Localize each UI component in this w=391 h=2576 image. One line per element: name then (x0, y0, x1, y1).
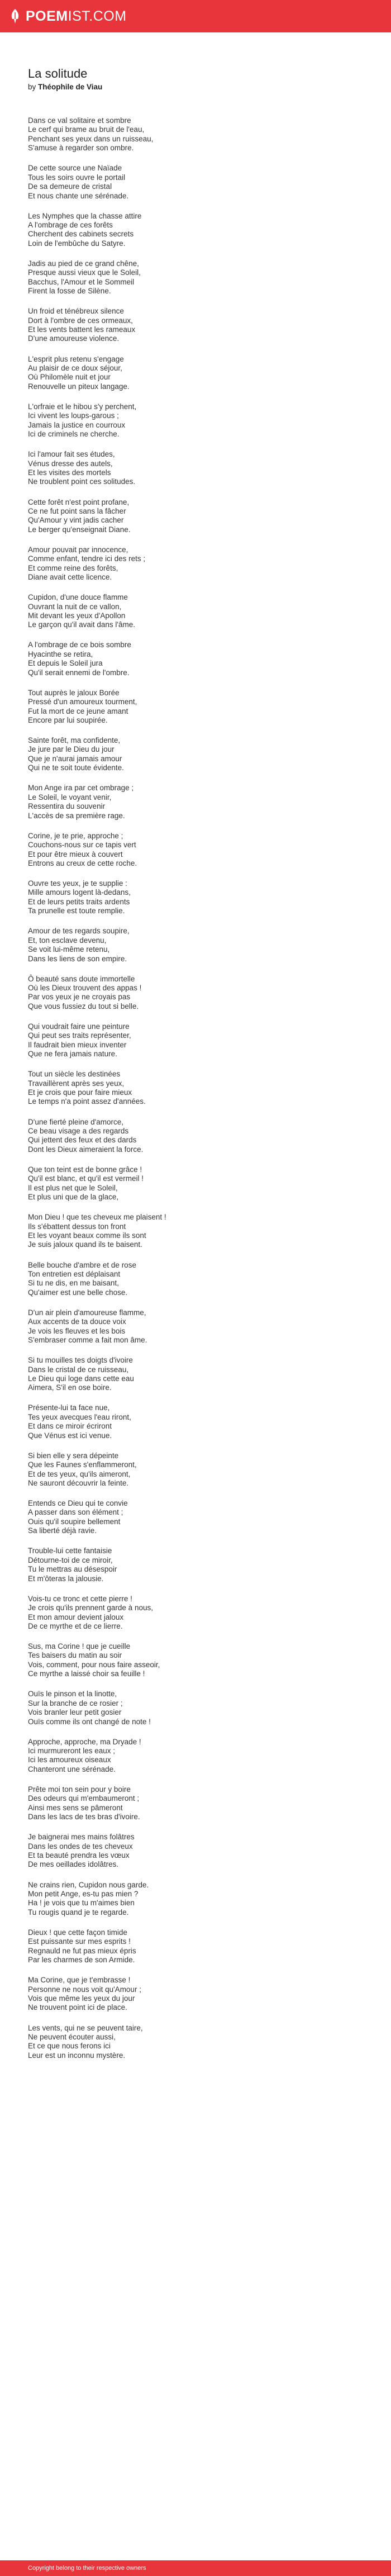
poem-line: Ouvre tes yeux, je te supplie : (28, 879, 127, 888)
poem-line: Pressé d'un amoureux tourment, (28, 698, 137, 706)
poem-stanza (28, 1976, 363, 2013)
poem-line: Ici vivent les loups-garous ; (28, 411, 119, 420)
poem-line: Ô beauté sans doute immortelle (28, 974, 135, 983)
poem-line: Dont les Dieux aimeraient la force. (28, 1145, 144, 1154)
poem-line: Qui jettent des feux et des dards (28, 1136, 137, 1145)
poem-line: S'amuse à regarder son ombre. (28, 144, 134, 153)
poem-stanza (28, 689, 363, 725)
poem-line: Tes baisers du matin au soir (28, 1651, 122, 1660)
poem-line: Des odeurs qui m'embaumeront ; (28, 1794, 140, 1803)
poem-line: Ouïs comme ils ont changé de note ! (28, 1717, 151, 1726)
poem-line: Jamais la justice en courroux (28, 420, 126, 429)
poem-line: A l'ombrage de ces forêts (28, 221, 113, 230)
poem-stanza (28, 832, 363, 869)
poem-line: Qu'aimer est une belle chose. (28, 1288, 128, 1297)
poem-line: Par vos yeux je ne croyais pas (28, 993, 131, 1002)
poem-line: Et mon amour devient jaloux (28, 1612, 124, 1621)
poem-line: Et depuis le Soleil jura (28, 659, 103, 668)
poem-line: Vois branler leur petit gosier (28, 1708, 122, 1717)
poem-line: Au plaisir de ce doux séjour, (28, 363, 122, 372)
poem-line: Tu le mettras au désespoir (28, 1565, 117, 1574)
poem-line: Que ton teint est de bonne grâce ! (28, 1165, 142, 1174)
poem-line: Ne crains rien, Cupidon nous garde. (28, 1880, 149, 1889)
poem-line: D'une fierté pleine d'amorce, (28, 1117, 123, 1126)
poem-line: Et les visites des mortels (28, 468, 111, 477)
poem-line: Cherchent des cabinets secrets (28, 230, 134, 239)
poem-line: Personne ne nous voit qu'Amour ; (28, 1985, 141, 1994)
poem-line: Loin de l'embûche du Satyre. (28, 239, 126, 248)
poem-line: Ne peuvent écouter aussi, (28, 2032, 116, 2041)
poem-stanza (28, 116, 363, 153)
poem-line: L'orfraie et le hibou s'y perchent, (28, 402, 137, 411)
poem-line: Se voit lui-même retenu, (28, 945, 110, 954)
poem-line: Est puissante sur mes esprits ! (28, 1937, 131, 1946)
poem-line: A passer dans son élément ; (28, 1508, 123, 1517)
author-link[interactable]: Théophile de Viau (38, 83, 103, 91)
poem-stanza (28, 1595, 363, 1631)
poem-line: Tout un siècle les destinées (28, 1070, 121, 1079)
poem-title: La solitude (28, 67, 88, 80)
poem-stanza (28, 1881, 363, 1918)
poem-line: Bacchus, l'Amour et le Sommeil (28, 277, 135, 286)
poem-line: D'un air plein d'amoureuse flamme, (28, 1308, 146, 1317)
poem-line: Vénus dresse des autels, (28, 459, 113, 468)
poem-line: Je vois les fleuves et les bois (28, 1326, 126, 1335)
poem-line: Et, ton esclave devenu, (28, 936, 107, 945)
poem-line: Il faudrait bien mieux inventer (28, 1040, 127, 1049)
poem-line: Ici l'amour fait ses études, (28, 450, 115, 459)
poem-line: Et pour être mieux à couvert (28, 850, 123, 858)
poem-line: Mille amours logent là-dedans, (28, 888, 131, 897)
poem-line: Couchons-nous sur ce tapis vert (28, 841, 136, 850)
poem-line: Ouis qu'il soupire bellement (28, 1517, 121, 1526)
poem-line: Comme enfant, tendre ici des rets ; (28, 554, 146, 563)
poem-line: Un froid et ténébreux silence (28, 307, 124, 316)
poem-line: Par les charmes de son Armide. (28, 1956, 135, 1965)
poem-line: Vois que même les yeux du jour (28, 1994, 135, 2003)
poem-line: Entends ce Dieu qui te convie (28, 1499, 128, 1508)
poem-line: Qui peut ses traits représenter, (28, 1031, 131, 1040)
poem-line: Qu'Amour y vint jadis cacher (28, 516, 124, 525)
poem-line: Cette forêt n'est point profane, (28, 497, 130, 506)
poem-line: Ha ! je vois que tu m'aimes bien (28, 1899, 135, 1908)
poem-stanza (28, 307, 363, 344)
poem-line: Si tu mouilles tes doigts d'ivoire (28, 1356, 133, 1365)
poem-line: Ici de criminels ne cherche. (28, 430, 120, 439)
poem-line: Les Nymphes que la chasse attire (28, 211, 142, 220)
poem-line: Je suis jaloux quand ils te baisent. (28, 1240, 142, 1249)
poem-line: Trouble-lui cette fantaisie (28, 1546, 112, 1555)
poem-line: Si tu ne dis, en me baisant, (28, 1279, 119, 1288)
poem-line: Que vous fussiez du tout si belle. (28, 1002, 139, 1011)
poem-line: Que les Faunes s'enflammeront, (28, 1460, 137, 1469)
poem-line: A l'ombrage de ce bois sombre (28, 641, 131, 649)
poem-byline (28, 83, 363, 91)
copyright-text: Copyright belong to their respective owners (28, 2565, 146, 2572)
poem-line: Aimera, S'il en ose boire. (28, 1383, 112, 1392)
poem-line: Sus, ma Corine ! que je cueille (28, 1642, 131, 1650)
poem-body (28, 116, 363, 2060)
poem-stanza (28, 1499, 363, 1536)
poem-line: Et de leurs petits traits ardents (28, 897, 130, 906)
quill-icon (9, 8, 21, 24)
poem-line: Je baignerai mes mains folâtres (28, 1833, 135, 1842)
poem-line: Presque aussi vieux que le Soleil, (28, 268, 141, 277)
poem-stanza (28, 1213, 363, 1250)
poem-line: Jadis au pied de ce grand chêne, (28, 259, 139, 268)
poem-stanza (28, 1070, 363, 1107)
poem-line: Qu'il serait ennemi de l'ombre. (28, 668, 130, 677)
poem-line: Et nous chante une sérénade. (28, 191, 129, 200)
poem-line: Il est plus net que le Soleil, (28, 1183, 118, 1192)
poem-line: Dans les lacs de tes bras d'ivoire. (28, 1813, 140, 1821)
poem-stanza (28, 212, 363, 249)
poem-line: Qui ne te soit toute évidente. (28, 763, 124, 772)
poem-line: Dans les liens de son empire. (28, 954, 127, 963)
poem-line: Ma Corine, que je t'embrasse ! (28, 1976, 131, 1985)
site-footer (0, 2560, 391, 2576)
poem-line: Leur est un inconnu mystère. (28, 2051, 126, 2060)
poem-stanza (28, 1642, 363, 1679)
poem-line: Je jure par le Dieu du jour (28, 745, 115, 754)
poem-stanza (28, 1308, 363, 1345)
poem-line: Renouvelle un piteux langage. (28, 382, 130, 391)
poem-line: Que Vénus est ici venue. (28, 1431, 112, 1440)
poem-line: De cette source une Naïade (28, 164, 122, 173)
poem-line: Entrons au creux de cette roche. (28, 858, 137, 867)
poem-line: Vois, comment, pour nous faire asseoir, (28, 1660, 160, 1669)
poem-line: Dans les ondes de tes cheveux (28, 1842, 133, 1851)
poem-stanza (28, 736, 363, 773)
poem-line: Ta prunelle est toute remplie. (28, 907, 125, 915)
poem-stanza (28, 927, 363, 964)
poem-line: Belle bouche d'ambre et de rose (28, 1260, 136, 1269)
poem-line: Détourne-toi de ce miroir, (28, 1555, 113, 1564)
poem-stanza (28, 1022, 363, 1059)
site-name (26, 10, 127, 23)
poem-line: Et plus uni que de la glace, (28, 1193, 119, 1202)
poem-line: Présente-lui ta face nue, (28, 1403, 110, 1412)
poem-line: Mon Dieu ! que tes cheveux me plaisent ! (28, 1213, 166, 1222)
poem-stanza (28, 1451, 363, 1488)
poem-line: Tout auprès le jaloux Borée (28, 688, 120, 697)
poem-line: Tous les soirs ouvre le portail (28, 173, 126, 182)
poem-line: Approche, approche, ma Dryade ! (28, 1737, 141, 1746)
poem-stanza (28, 1928, 363, 1965)
poem-line: Tu rougis quand je te regarde. (28, 1908, 129, 1916)
poem-line: Diane avait cette licence. (28, 573, 112, 582)
poem-line: Et de tes yeux, qu'ils aimeront, (28, 1469, 131, 1478)
poem-line: Ce ne fut point sans la fâcher (28, 506, 126, 515)
poem-line: Hyacinthe se retira, (28, 649, 93, 658)
poem-line: Où Philomèle nuit et jour (28, 373, 111, 382)
poem-stanza (28, 975, 363, 1012)
poem-line: Firent la fosse de Silène. (28, 287, 111, 296)
poem-line: Prête moi ton sein pour y boire (28, 1785, 131, 1794)
poem-line: De sa demeure de cristal (28, 182, 112, 191)
poem-line: Et je crois que pour faire mieux (28, 1088, 132, 1097)
poem-stanza (28, 545, 363, 582)
poem-stanza (28, 879, 363, 916)
poem-line: Sa liberté déjà ravie. (28, 1526, 97, 1535)
poem-line: Ouvrant la nuit de ce vallon, (28, 602, 122, 611)
poem-stanza (28, 1261, 363, 1298)
poem-line: D'une amoureuse violence. (28, 334, 120, 343)
poem-stanza (28, 402, 363, 439)
poem-line: Et ta beauté prendra les vœux (28, 1851, 130, 1860)
site-name-strong: POEM (26, 8, 68, 24)
poem-line: Et m'ôteras la jalousie. (28, 1574, 104, 1583)
poem-line: Cupidon, d'une douce flamme (28, 593, 128, 602)
poem-line: Penchant ses yeux dans un ruisseau, (28, 134, 154, 143)
poem-line: Mit devant les yeux d'Apollon (28, 611, 126, 620)
poem-stanza (28, 641, 363, 677)
poem-line: Tes yeux avecques l'eau riront, (28, 1412, 131, 1421)
poem-line: Aux accents de ta douce voix (28, 1317, 126, 1326)
poem-line: Dort à l'ombre de ces ormeaux, (28, 316, 133, 325)
poem-line: Amour de tes regards soupire, (28, 927, 130, 936)
poem-stanza (28, 1403, 363, 1440)
poem-line: Ressentira du souvenir (28, 802, 106, 811)
poem-line: Dans ce val solitaire et sombre (28, 116, 131, 125)
poem-line: Où les Dieux trouvent des appas ! (28, 984, 142, 993)
poem-line: Mon Ange ira par cet ombrage ; (28, 784, 134, 793)
poem-line: Le Dieu qui loge dans cette eau (28, 1374, 134, 1383)
poem-line: Le berger qu'enseignait Diane. (28, 525, 131, 534)
poem-line: Ouïs le pinson et la linotte, (28, 1690, 117, 1699)
poem-stanza (28, 164, 363, 201)
poem-line: Qui voudrait faire une peinture (28, 1022, 130, 1031)
poem-stanza (28, 1356, 363, 1393)
poem-stanza (28, 1785, 363, 1822)
poem-line: Le temps n'a point assez d'années. (28, 1097, 146, 1106)
poem-stanza (28, 1738, 363, 1775)
poem-line: Que je n'aurai jamais amour (28, 754, 122, 763)
poem-line: Vois-tu ce tronc et cette pierre ! (28, 1594, 132, 1603)
poem-line: Les vents, qui ne se peuvent taire, (28, 2023, 143, 2032)
poem-line: Mon petit Ange, es-tu pas mien ? (28, 1889, 139, 1898)
poem-stanza (28, 355, 363, 392)
poem-stanza (28, 259, 363, 296)
poem-line: Fut la mort de ce jeune amant (28, 706, 128, 715)
poem-line: Corine, je te prie, approche ; (28, 831, 123, 840)
poem-line: Qu'il est blanc, et qu'il est vermeil ! (28, 1174, 144, 1183)
poem-stanza (28, 450, 363, 487)
poem-line: De ce myrthe et de ce lierre. (28, 1621, 123, 1630)
poem-line: S'embraser comme a fait mon âme. (28, 1336, 147, 1345)
poem-line: Le cerf qui brame au bruit de l'eau, (28, 125, 145, 134)
by-label: by (28, 83, 36, 91)
poem-line: Et les voyant beaux comme ils sont (28, 1231, 146, 1240)
poem-stanza (28, 784, 363, 820)
poem-line: Ce beau visage a des regards (28, 1126, 129, 1135)
poem-line: L'esprit plus retenu s'engage (28, 354, 124, 363)
poem-line: Dans le cristal de ce ruisseau, (28, 1365, 129, 1374)
poem-stanza (28, 1690, 363, 1726)
site-name-light: IST.COM (68, 8, 127, 24)
poem-line: Le Soleil, le voyant venir, (28, 793, 112, 801)
poem-line: Dieux ! que cette façon timide (28, 1928, 127, 1937)
poem-line: Et les vents battent les rameaux (28, 325, 136, 334)
poem-line: Ainsi mes sens se pâmeront (28, 1803, 123, 1812)
poem-line: De mes oeillades idolâtres. (28, 1860, 119, 1869)
poem-line: Encore par lui soupirée. (28, 715, 108, 724)
poem-line: Travaillèrent après ses yeux, (28, 1079, 125, 1088)
poem-line: Je crois qu'ils prennent garde à nous, (28, 1604, 153, 1612)
poem-line: Et ce que nous ferons ici (28, 2042, 111, 2051)
poem-line: Ton entretien est déplaisant (28, 1269, 121, 1278)
poem-line: Que ne fera jamais nature. (28, 1050, 117, 1059)
site-header (0, 0, 391, 32)
poem-stanza (28, 1833, 363, 1870)
site-logo[interactable] (9, 8, 127, 24)
poem-line: Ici les amoureux oiseaux (28, 1756, 111, 1764)
poem-line: Le garçon qu'il avait dans l'âme. (28, 620, 136, 629)
poem-content (0, 32, 391, 2060)
poem-line: Ne trouvent point ici de place. (28, 2003, 127, 2012)
poem-line: Et comme reine des forêts, (28, 563, 118, 572)
poem-line: Et dans ce miroir écriront (28, 1422, 112, 1431)
poem-line: Ne troublent point ces solitudes. (28, 477, 136, 486)
poem-line: Si bien elle y sera dépeinte (28, 1451, 119, 1460)
poem-stanza (28, 593, 363, 630)
poem-stanza (28, 1165, 363, 1202)
poem-line: L'accès de sa première rage. (28, 811, 125, 820)
poem-line: Chanteront une sérénade. (28, 1764, 116, 1773)
poem-line: Sainte forêt, ma confidente, (28, 736, 121, 745)
poem-stanza (28, 498, 363, 535)
poem-stanza (28, 2024, 363, 2061)
poem-line: Amour pouvait par innocence, (28, 545, 128, 554)
poem-line: Ne sauront découvrir la feinte. (28, 1478, 129, 1487)
poem-line: Ils s'ébattent dessus ton front (28, 1222, 126, 1231)
poem-stanza (28, 1546, 363, 1583)
poem-line: Ici murmureront les eaux ; (28, 1747, 116, 1756)
poem-stanza (28, 1118, 363, 1155)
poem-line: Sur la branche de ce rosier ; (28, 1699, 123, 1707)
poem-line: Regnauld ne fut pas mieux épris (28, 1946, 136, 1955)
poem-line: Ce myrthe a laissé choir sa feuille ! (28, 1669, 145, 1678)
